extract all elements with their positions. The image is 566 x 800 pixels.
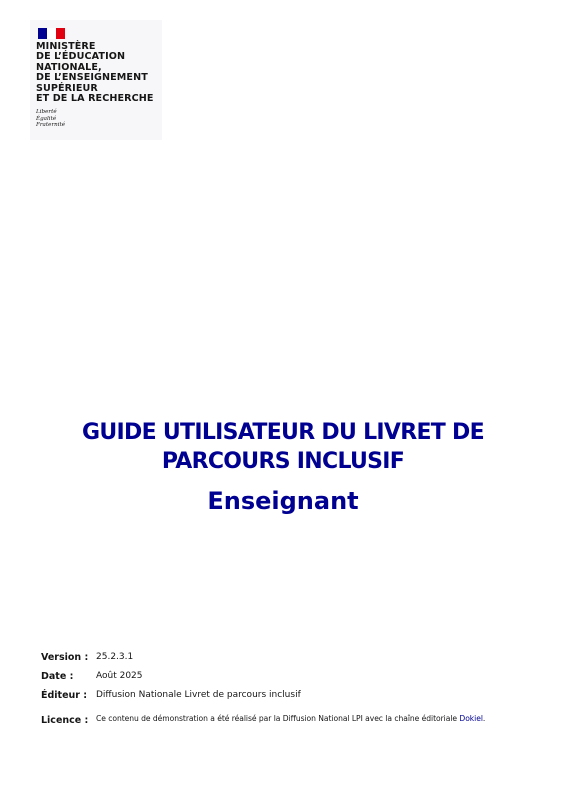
ministry-line: ET DE LA RECHERCHE: [36, 93, 154, 105]
version-label: Version :: [41, 652, 89, 663]
title-line-2: PARCOURS INCLUSIF: [161, 449, 405, 474]
ministry-logo: [30, 20, 162, 140]
licence-label: Licence :: [41, 715, 89, 726]
french-flag-icon: [38, 28, 65, 39]
motto-line: Liberté: [36, 109, 57, 115]
date-label: Date :: [41, 671, 74, 682]
republic-motto: [36, 109, 65, 129]
licence-text: Ce contenu de démonstration a été réalisé par la Diffusion National LPI avec la chaîne éditoriale: [96, 714, 460, 723]
ministry-line: NATIONALE,: [36, 61, 102, 73]
ministry-name: [36, 42, 154, 104]
ministry-line: MINISTÈRE: [36, 41, 96, 52]
dokiel-link[interactable]: Dokiel: [459, 714, 483, 723]
ministry-line: DE L’ENSEIGNEMENT: [36, 72, 148, 84]
ministry-line: DE L’ÉDUCATION: [36, 51, 126, 63]
date-value: Août 2025: [96, 671, 143, 681]
editor-label: Éditeur :: [41, 690, 88, 701]
licence-suffix: .: [482, 714, 486, 723]
motto-line: Fraternité: [36, 122, 66, 129]
document-subtitle: Enseignant: [207, 487, 359, 515]
licence-value: [96, 714, 485, 723]
document-title: [0, 418, 566, 476]
ministry-line: SUPÉRIEUR: [36, 82, 98, 94]
editor-value: Diffusion Nationale Livret de parcours inclusif: [96, 690, 301, 700]
title-line-1: GUIDE UTILISATEUR DU LIVRET DE: [82, 420, 484, 445]
version-value: 25.2.3.1: [96, 652, 134, 662]
motto-line: Égalité: [36, 115, 57, 122]
